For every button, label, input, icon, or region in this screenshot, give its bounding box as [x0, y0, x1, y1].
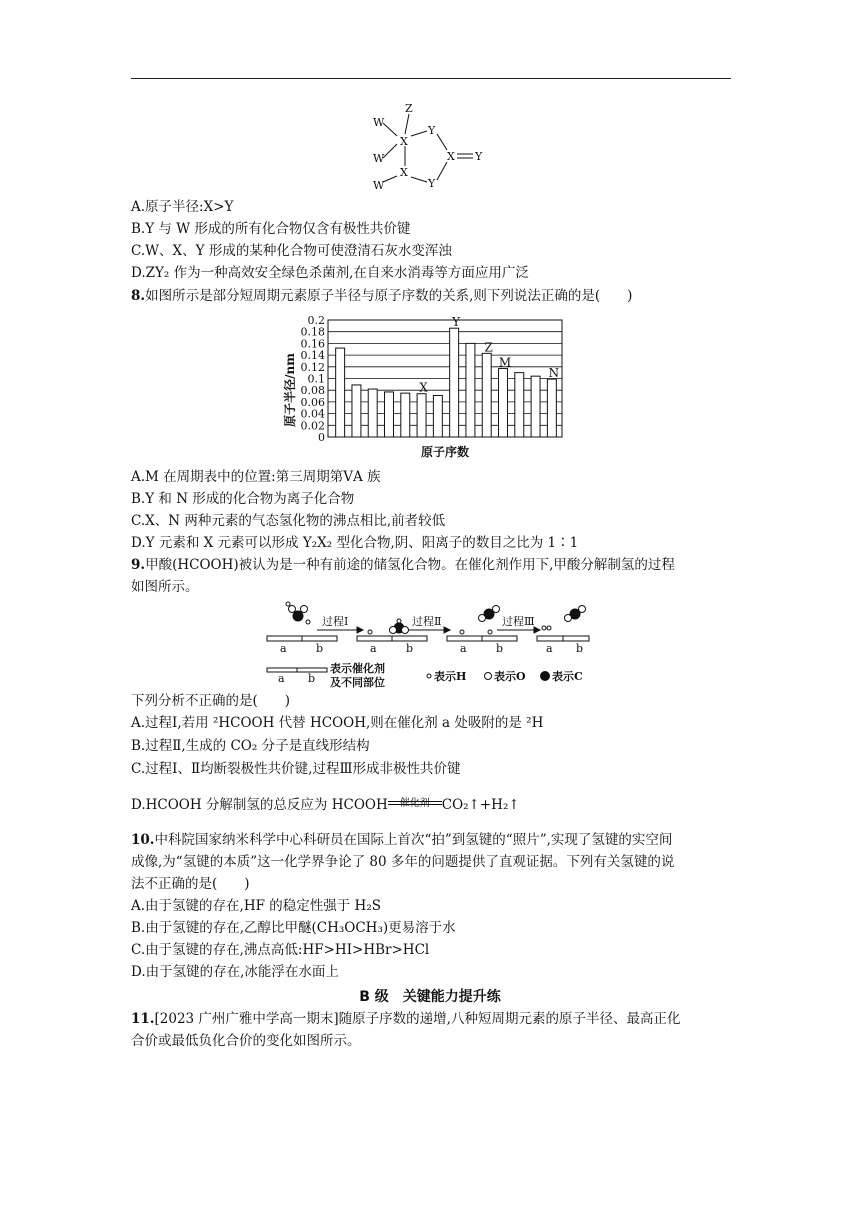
question-10-stem [131, 831, 672, 849]
atomic-radius-chart [280, 312, 580, 462]
option-text: C.由于氢键的存在,沸点高低:HF>HI>HBr>HCl [131, 942, 430, 958]
option-text: B.过程Ⅱ,生成的 CO₂ 分子是直线形结构 [131, 738, 370, 754]
atom-x: X [400, 135, 408, 148]
question-number: 9. [131, 557, 146, 573]
bar [368, 389, 377, 437]
legend-c-icon [541, 672, 550, 681]
bar [482, 353, 491, 437]
legend-o-icon [485, 673, 492, 680]
y-tick-label: 0.16 [300, 337, 325, 351]
site-a-label: a [278, 672, 285, 685]
question-text: 法不正确的是( ) [131, 876, 250, 892]
legend-h-icon [427, 674, 431, 678]
catalyst-label: 催化剂 [399, 798, 430, 809]
question-text: 成像,为“氢键的本质”这一化学界争论了 80 多年的问题提供了直观证据。下列有关氢键的说 [131, 854, 675, 870]
question-9-stem [131, 556, 675, 574]
y-tick-label: 0.08 [300, 384, 325, 398]
legend-c: 表示C [552, 670, 583, 683]
bar [531, 376, 540, 437]
bar [401, 393, 410, 437]
option-text: B.由于氢键的存在,乙醇比甲醚(CH₃OCH₃)更易溶于水 [131, 920, 456, 936]
y-tick-label: 0.12 [300, 360, 325, 374]
site-b-label: b [496, 642, 504, 655]
site-b-label: b [576, 642, 584, 655]
option-text: B.Y 和 N 形成的化合物为离子化合物 [131, 491, 355, 507]
bar-label: X [419, 380, 428, 395]
bar [336, 348, 345, 437]
site-b-label: b [406, 642, 414, 655]
process-label: 过程Ⅰ [322, 615, 349, 628]
structure-diagram [365, 100, 495, 195]
atom-w: W [373, 152, 385, 165]
site-b-label: b [308, 672, 316, 685]
option-text: CO₂↑+H₂↑ [441, 797, 520, 813]
y-axis-label: 原子半径/nm [283, 353, 297, 427]
legend-o: 表示O [494, 670, 526, 683]
carbon-atom [293, 611, 303, 621]
atom-w: W [373, 179, 385, 192]
atom-y: Y [428, 124, 436, 137]
question-number: 8. [131, 288, 146, 304]
question-8-stem [131, 287, 632, 305]
question-number: 10. [131, 832, 155, 848]
process-label: 过程Ⅲ [502, 615, 535, 628]
atom-w: W [373, 116, 385, 129]
bar-label: Y [452, 315, 461, 330]
question-text: 甲酸(HCOOH)被认为是一种有前途的储氢化合物。在催化剂作用下,甲酸分解制氢的过程 [145, 557, 675, 573]
legend-h: 表示H [434, 670, 467, 683]
site-a-label: a [370, 642, 377, 655]
y-tick-label: 0.2 [307, 314, 325, 327]
bar-label: Z [484, 340, 493, 355]
option-text: D.ZY₂ 作为一种高效安全绿色杀菌剂,在自来水消毒等方面应用广泛 [131, 265, 529, 281]
site-a-label: a [546, 642, 553, 655]
x-axis-label: 原子序数 [420, 445, 470, 459]
bar-label: M [498, 355, 512, 370]
site-a-label: a [280, 642, 287, 655]
bar [433, 395, 442, 437]
question-text: 合价或最低负化合价的变化如图所示。 [131, 1033, 361, 1049]
option-text: A.由于氢键的存在,HF 的稳定性强于 H₂S [131, 898, 381, 914]
option-text: C.W、X、Y 形成的某种化合物可使澄清石灰水变浑浊 [131, 243, 452, 259]
question-text: 中科院国家纳米科学中心科研员在国际上首次“拍”到氢键的“照片”,实现了氢键的实空间 [154, 832, 673, 848]
bar [515, 373, 524, 437]
legend-catalyst: 表示催化剂 [330, 662, 385, 675]
atom-x: X [447, 150, 455, 163]
atom-z: Z [405, 102, 413, 115]
bar [499, 369, 508, 437]
site-b-label: b [316, 642, 324, 655]
option-text: C.过程Ⅰ、Ⅱ均断裂极性共价键,过程Ⅲ形成非极性共价键 [131, 761, 461, 777]
option-text: D.HCOOH 分解制氢的总反应为 HCOOH [131, 797, 388, 813]
section-heading: B 级 关键能力提升练 [359, 989, 501, 1005]
bar [385, 392, 394, 437]
y-tick-label: 0.06 [300, 395, 325, 409]
question-text: 下列分析不正确的是( ) [131, 693, 291, 709]
bar [417, 394, 426, 437]
bar [466, 343, 475, 437]
question-11-stem [131, 1010, 680, 1028]
y-tick-label: 0.18 [300, 325, 325, 339]
bar-label: N [548, 366, 560, 381]
option-text: C.X、N 两种元素的气态氢化物的沸点相比,前者较低 [131, 513, 446, 529]
question-text: 如图所示是部分短周期元素原子半径与原子序数的关系,则下列说法正确的是( ) [145, 288, 633, 304]
option-text: D.由于氢键的存在,冰能浮在水面上 [131, 964, 339, 980]
catalysis-process-diagram [262, 600, 597, 688]
y-tick-label: 0 [318, 431, 325, 444]
atom-y: Y [475, 150, 483, 163]
bar [352, 385, 361, 437]
site-a-label: a [460, 642, 467, 655]
legend-catalyst-sites: 及不同部位 [330, 676, 385, 688]
question-text: [2023 广州广雅中学高一期末]随原子序数的递增,八种短周期元素的原子半径、最高正化 [154, 1011, 681, 1027]
header-rule [131, 78, 731, 79]
atom-y: Y [428, 177, 436, 190]
option-text: A.过程Ⅰ,若用 ²HCOOH 代替 HCOOH,则在催化剂 a 处吸附的是 ²H [131, 715, 544, 731]
option-d-equation [131, 796, 520, 814]
y-tick-label: 0.02 [300, 419, 325, 433]
option-text: A.原子半径:X>Y [131, 199, 234, 215]
question-number: 11. [131, 1011, 155, 1027]
option-text: D.Y 元素和 X 元素可以形成 Y₂X₂ 型化合物,阴、阳离子的数目之比为 1∶1 [131, 535, 579, 551]
question-text: 如图所示。 [131, 579, 199, 595]
bar [547, 379, 556, 437]
y-tick-label: 0.1 [307, 372, 325, 386]
bar [450, 328, 459, 437]
y-tick-label: 0.14 [300, 349, 325, 363]
option-text: B.Y 与 W 形成的所有化合物仅含有极性共价键 [131, 221, 411, 237]
y-tick-label: 0.04 [300, 407, 325, 421]
atom-x: X [400, 166, 408, 179]
option-text: A.M 在周期表中的位置:第三周期第ⅤA 族 [131, 469, 381, 485]
process-label: 过程Ⅱ [412, 615, 442, 628]
